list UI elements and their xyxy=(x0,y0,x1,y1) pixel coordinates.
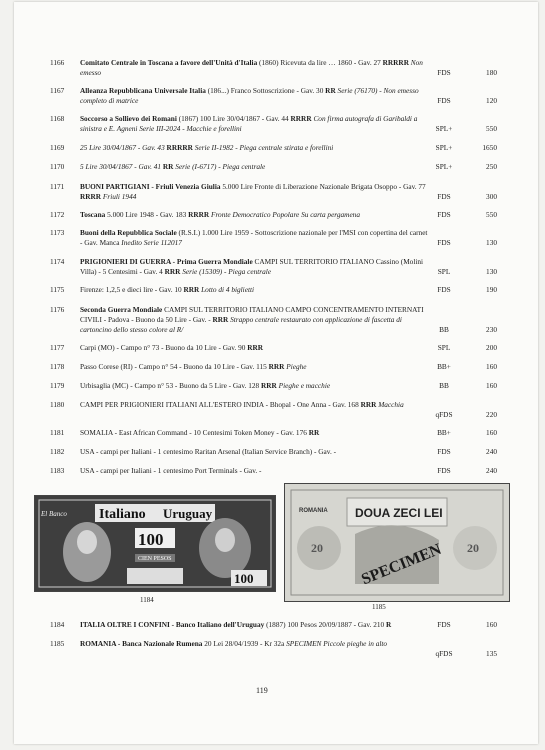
lot-grade: FDS xyxy=(437,620,451,629)
lot-price: 160 xyxy=(486,620,497,629)
lot-description: Urbisaglia (MC) - Campo n° 53 - Buono da 5 Lire - Gav. 128 RRR Pieghe e macchie xyxy=(80,381,331,390)
lot-price: 1650 xyxy=(482,143,497,152)
lot-grade: FDS xyxy=(437,447,451,456)
lot-number: 1177 xyxy=(50,343,65,352)
note-text-italiano: Italiano xyxy=(99,507,146,522)
image-caption-1185: 1185 xyxy=(372,603,386,611)
image-caption-1184: 1184 xyxy=(140,596,154,604)
lot-price: 180 xyxy=(486,68,497,77)
lot-description: SOMALIA - East African Command - 10 Centesimi Token Money - Gav. 176 RR xyxy=(80,428,320,437)
lot-description: Buoni della Repubblica Sociale (R.S.I.) 1.000 Lire 1959 - Sottoscrizione nazionale per l'MSI con copertina del carnet - Gav. Manca Inedito Serie 112017 xyxy=(80,228,428,247)
page-number: 119 xyxy=(256,686,268,695)
lot-grade: FDS xyxy=(437,238,451,247)
lot-number: 1181 xyxy=(50,428,65,437)
lot-price: 130 xyxy=(486,238,497,247)
lot-description: BUONI PARTIGIANI - Friuli Venezia Giulia 5.000 Lire Fronte di Liberazione Nazionale Brigata Osoppo - Gav. 77 RRRR Friuli 1944 xyxy=(80,182,426,201)
lot-description: Alleanza Repubblicana Universale Italia (186...) Franco Sottoscrizione - Gav. 30 RR Serie (76170) - Non emesso completo di matrice xyxy=(80,86,419,105)
lot-number: 1174 xyxy=(50,257,65,266)
uruguay-banknote-illustration xyxy=(35,496,275,591)
romania-banknote-illustration xyxy=(285,484,509,601)
lot-description: ROMANIA - Banca Nazionale Rumena 20 Lei 28/04/1939 - Kr 32a SPECIMEN Piccole pieghe in alto xyxy=(80,639,388,648)
lot-number: 1182 xyxy=(50,447,65,456)
lot-grade: SPL+ xyxy=(435,143,453,152)
lot-description: PRIGIONIERI DI GUERRA - Prima Guerra Mondiale CAMPI SUL TERRITORIO ITALIANO Cassino (Molini Villa) - 5 Centesimi - Gav. 4 RRR Serie (15309) - Piega centrale xyxy=(80,257,424,276)
lot-grade: FDS xyxy=(437,68,451,77)
lot-grade: BB+ xyxy=(437,428,451,437)
lot-number: 1171 xyxy=(50,182,65,191)
lot-price: 220 xyxy=(486,410,497,419)
banknote-image-1184 xyxy=(34,495,276,592)
note-text-100-corner: 100 xyxy=(234,571,254,586)
lot-number: 1175 xyxy=(50,285,65,294)
lot-number: 1167 xyxy=(50,86,65,95)
lot-description: Toscana 5.000 Lire 1948 - Gav. 183 RRRR Fronte Democratico Popolare Su carta pergamena xyxy=(80,210,360,219)
note-text-cien-pesos: CIEN PESOS xyxy=(138,556,172,562)
lot-description: Firenze: 1,2,5 e dieci lire - Gav. 10 RRR Lotto di 4 biglietti xyxy=(80,285,255,294)
lot-description: USA - campi per Italiani - 1 centesimo Port Terminals - Gav. - xyxy=(80,466,262,475)
lot-description: 25 Lire 30/04/1867 - Gav. 43 RRRRR Serie II-1982 - Piega centrale stirata e forellini xyxy=(80,143,334,152)
lot-price: 160 xyxy=(486,381,497,390)
lot-grade: FDS xyxy=(437,192,451,201)
lot-price: 190 xyxy=(486,285,497,294)
lot-description: Seconda Guerra Mondiale CAMPI SUL TERRITORIO ITALIANO CAMPO CONCENTRAMENTO INTERNATI CIVILI - Padova - Buono da 50 Lire - Gav. - RRR Strappo centrale restaurato con applicazione di fascetta di cartoncino dello stesso colore al R/ xyxy=(80,305,424,334)
banknote-image-1185 xyxy=(284,483,510,602)
lot-description: 5 Lire 30/04/1867 - Gav. 41 RR Serie (I-6717) - Piega centrale xyxy=(80,162,266,171)
lot-number: 1172 xyxy=(50,210,65,219)
lot-grade: SPL xyxy=(437,267,451,276)
lot-number: 1185 xyxy=(50,639,65,648)
lot-number: 1168 xyxy=(50,114,65,123)
lot-grade: qFDS xyxy=(435,410,453,419)
lot-price: 550 xyxy=(486,210,497,219)
lot-number: 1170 xyxy=(50,162,65,171)
lot-number: 1178 xyxy=(50,362,65,371)
lot-number: 1179 xyxy=(50,381,65,390)
lot-description: Comitato Centrale in Toscana a favore dell'Unità d'Italia (1860) Ricevuta da lire … 1860 - Gav. 27 RRRRR Non emesso xyxy=(80,58,423,77)
lot-description: Carpi (MO) - Campo n° 73 - Buono da 10 Lire - Gav. 90 RRR xyxy=(80,343,264,352)
lot-price: 130 xyxy=(486,267,497,276)
lot-number: 1180 xyxy=(50,400,65,409)
lot-grade: BB+ xyxy=(437,362,451,371)
lot-grade: SPL xyxy=(437,343,451,352)
lot-number: 1184 xyxy=(50,620,65,629)
lot-grade: qFDS xyxy=(435,649,453,658)
note-text-romania: ROMANIA xyxy=(299,508,328,514)
lot-price: 300 xyxy=(486,192,497,201)
lot-price: 230 xyxy=(486,325,497,334)
lot-number: 1169 xyxy=(50,143,65,152)
lot-grade: FDS xyxy=(437,210,451,219)
lot-description: Passo Corese (RI) - Campo n° 54 - Buono da 10 Lire - Gav. 115 RRR Pieghe xyxy=(80,362,307,371)
lot-description: USA - campi per Italiani - 1 centesimo Raritan Arsenal (Italian Service Branch) - Gav. - xyxy=(80,447,337,456)
lot-grade: SPL+ xyxy=(435,162,453,171)
lot-description: CAMPI PER PRIGIONIERI ITALIANI ALL'ESTERO INDIA - Bhopal - One Anna - Gav. 168 RRR Macchia xyxy=(80,400,404,409)
lot-number: 1176 xyxy=(50,305,65,314)
lot-number: 1173 xyxy=(50,228,65,237)
lot-price: 550 xyxy=(486,124,497,133)
lot-price: 160 xyxy=(486,362,497,371)
lot-number: 1183 xyxy=(50,466,65,475)
note-text-doua-zeci-lei: DOUA ZECI LEI xyxy=(355,506,443,520)
lot-grade: BB xyxy=(439,381,449,390)
lot-grade: SPL+ xyxy=(435,124,453,133)
lot-price: 250 xyxy=(486,162,497,171)
note-text-banco: El Banco xyxy=(41,510,67,518)
lot-number: 1166 xyxy=(50,58,65,67)
lot-description: ITALIA OLTRE I CONFINI - Banco Italiano dell'Uruguay (1887) 100 Pesos 20/09/1887 - Gav. 210 R xyxy=(80,620,392,629)
lot-price: 120 xyxy=(486,96,497,105)
note-text-specimen: SPECIMEN xyxy=(359,540,444,589)
note-text-20-right: 20 xyxy=(467,541,479,555)
lot-grade: FDS xyxy=(437,285,451,294)
note-text-20-left: 20 xyxy=(311,541,323,555)
lot-price: 160 xyxy=(486,428,497,437)
lot-price: 135 xyxy=(486,649,497,658)
catalog-page xyxy=(14,2,538,744)
lot-description: Soccorso a Sollievo dei Romani (1867) 100 Lire 30/04/1867 - Gav. 44 RRRR Con firma autografa di Garibaldi a sinistra e E. Agneni Serie III-2024 - Macchie e forellini xyxy=(80,114,418,133)
lot-price: 240 xyxy=(486,447,497,456)
lot-grade: FDS xyxy=(437,96,451,105)
lot-price: 240 xyxy=(486,466,497,475)
note-text-100: 100 xyxy=(138,530,164,549)
note-text-uruguay: Uruguay xyxy=(163,506,213,521)
lot-grade: BB xyxy=(439,325,449,334)
lot-price: 200 xyxy=(486,343,497,352)
lot-grade: FDS xyxy=(437,466,451,475)
